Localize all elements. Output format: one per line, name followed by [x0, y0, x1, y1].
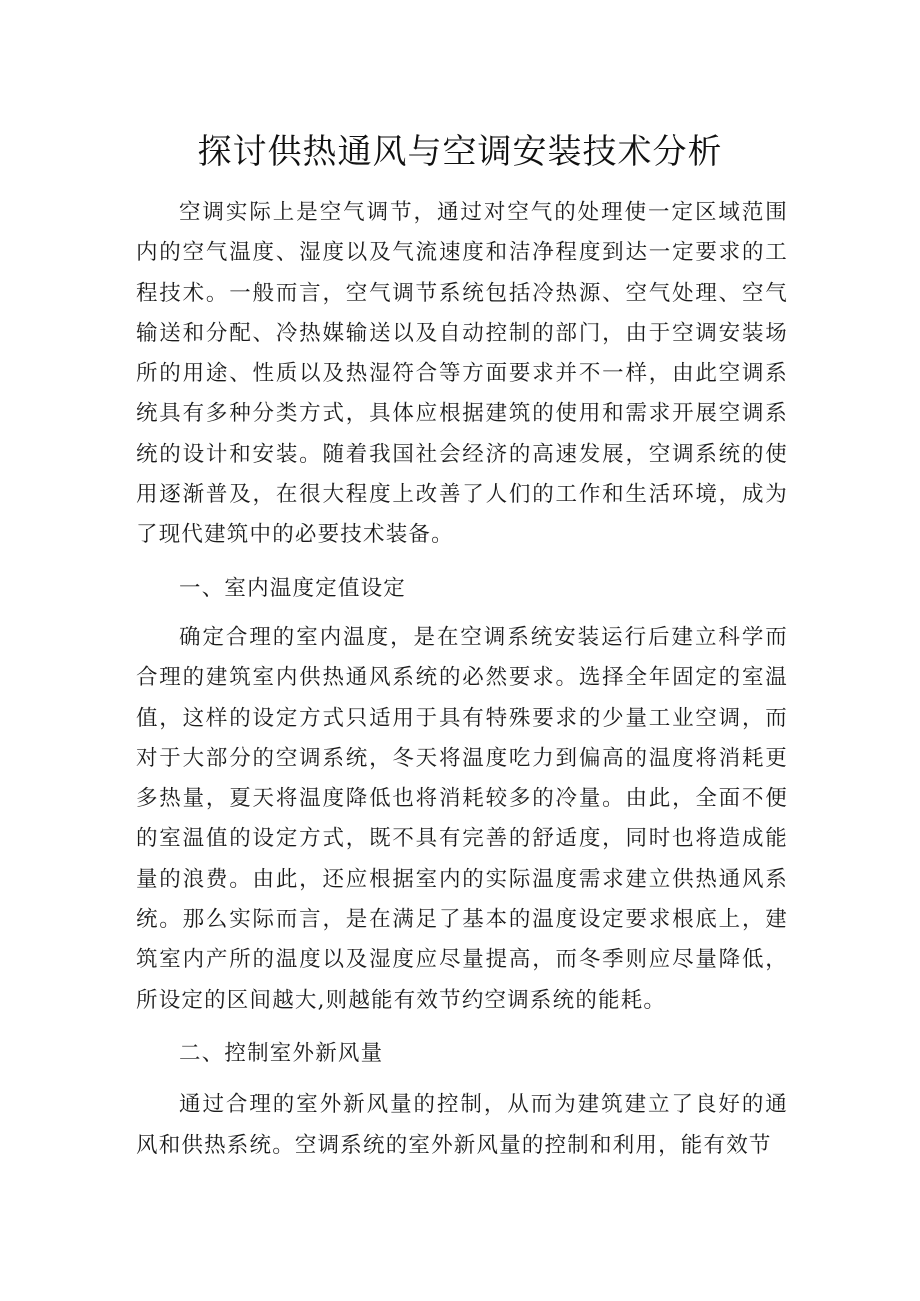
- document-title: 探讨供热通风与空调安装技术分析: [197, 132, 723, 172]
- document-body: [136, 193, 788, 1166]
- paragraph-section-2: 通过合理的室外新风量的控制，从而为建筑建立了良好的通风和供热系统。空调系统的室外新风量的控制和利用，能有效节: [136, 1092, 788, 1158]
- section-heading-1: 一、室内温度定值设定: [179, 575, 407, 601]
- section-heading-2: 二、控制室外新风量: [179, 1040, 384, 1066]
- paragraph-intro: 空调实际上是空气调节，通过对空气的处理使一定区域范围内的空气温度、湿度以及气流速度和洁净程度到达一定要求的工程技术。一般而言，空气调节系统包括冷热源、空气处理、空气输送和分配、冷热媒输送以及自动控制的部门，由于空调安装场所的用途、性质以及热湿符合等方面要求并不一样，由此空调系统具有多种分类方式，具体应根据建筑的使用和需求开展空调系统的设计和安装。随着我国社会经济的高速发展，空调系统的使用逐渐普及，在很大程度上改善了人们的工作和生活环境，成为了现代建筑中的必要技术装备。: [136, 200, 788, 548]
- paragraph-section-1: 确定合理的室内温度，是在空调系统安装运行后建立科学而合理的建筑室内供热通风系统的必然要求。选择全年固定的室温值，这样的设定方式只适用于具有特殊要求的少量工业空调，而对于大部分的空调系统，冬天将温度吃力到偏高的温度将消耗更多热量，夏天将温度降低也将消耗较多的冷量。由此，全面不便的室温值的设定方式，既不具有完善的舒适度，同时也将造成能量的浪费。由此，还应根据室内的实际温度需求建立供热通风系统。那么实际而言，是在满足了基本的温度设定要求根底上，建筑室内产所的温度以及湿度应尽量提高，而冬季则应尽量降低，所设定的区间越大,则越能有效节约空调系统的能耗。: [136, 624, 788, 1013]
